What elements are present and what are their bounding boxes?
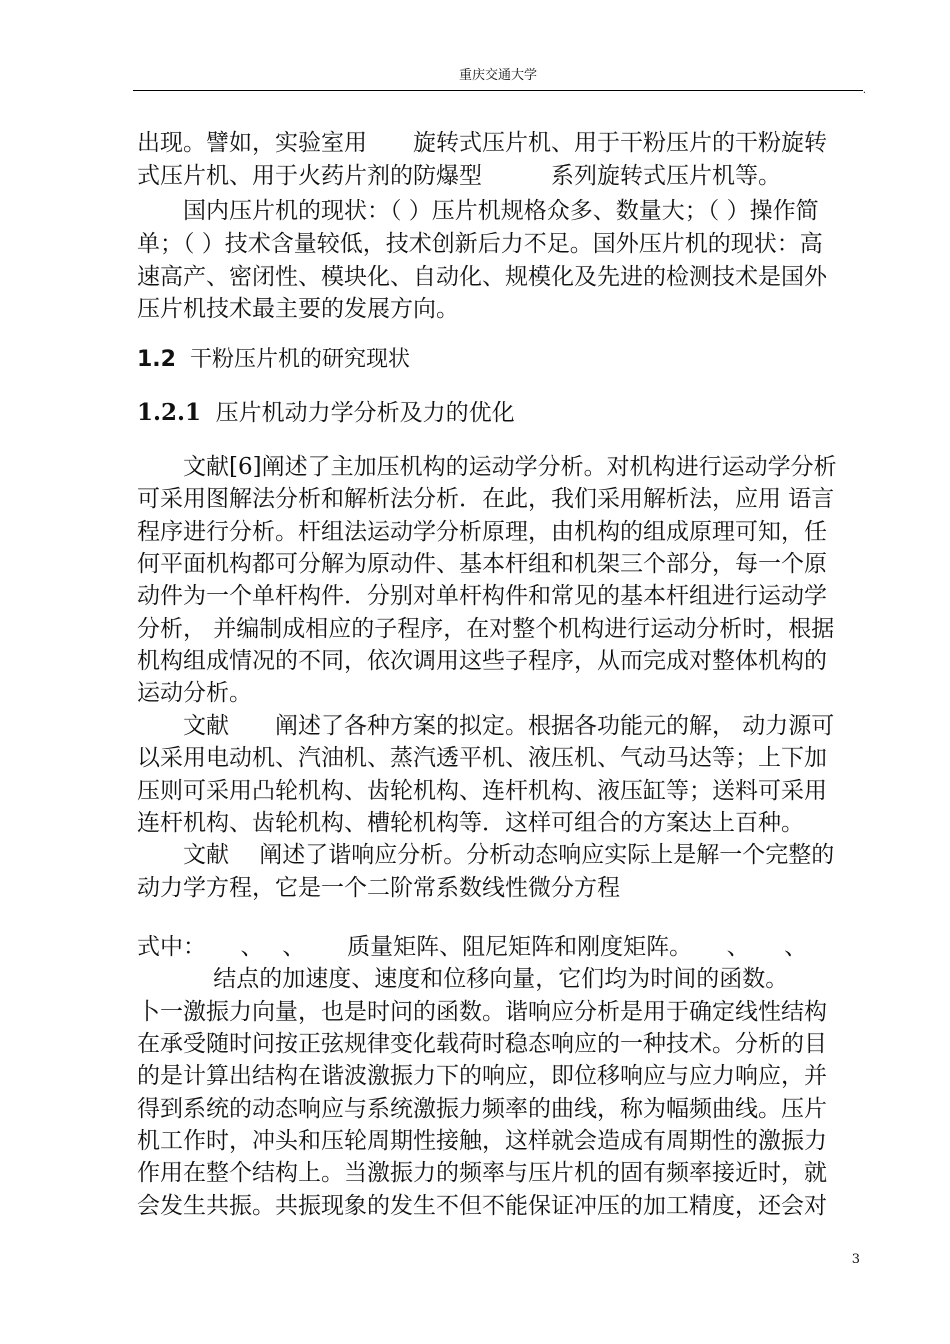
subsection-heading [137,398,515,428]
text-line: 压则可采用凸轮机构、齿轮机构、连杆机构、液压缸等；送料可采用 [137,778,827,804]
text-line: 运动分析。 [137,680,252,706]
text-line: 会发生共振。共振现象的发生不但不能保证冲压的加工精度，还会对 [137,1193,827,1219]
page-number: 3 [851,1252,860,1267]
section-heading [137,345,410,375]
text-line: 结点的加速度、速度和位移向量，它们均为时间的函数。 [137,966,789,992]
subsection-title: 压片机动力学分析及力的优化 [215,400,515,426]
text-line: 压片机技术最主要的发展方向。 [137,296,459,322]
text-line: 以采用电动机、汽油机、蒸汽透平机、液压机、气动马达等；上下加 [137,745,827,771]
text-line: 的是计算出结构在谐波激振力下的响应，即位移响应与应力响应，并 [137,1063,827,1089]
text-line: 机工作时，冲头和压轮周期性接触，这样就会造成有周期性的激振力 [137,1128,827,1154]
text-line: 程序进行分析。杆组法运动学分析原理，由机构的组成原理可知，任 [137,519,827,545]
subsection-number: 1.2.1 [137,399,202,426]
text-line: 式中： 、 、 质量矩阵、阻尼矩阵和刚度矩阵。 、 、 [137,934,808,960]
header-title: 重庆交通大学 [458,68,537,83]
text-line: 在承受随时问按正弦规律变化载荷时稳态响应的一种技术。分析的目 [137,1031,827,1057]
text-line: 文献[6]阐述了主加压机构的运动学分析。对机构进行运动学分析 [137,454,837,480]
text-line: 文献 阐述了各种方案的拟定。根据各功能元的解， 动力源可 [137,713,835,739]
text-line: 作用在整个结构上。当激振力的频率与压片机的固有频率接近时，就 [137,1160,827,1186]
text-line: 文献 阐述了谐响应分析。分析动态响应实际上是解一个完整的 [137,842,835,868]
text-line: 分析， 并编制成相应的子程序，在对整个机构进行运动分析时，根据 [137,616,835,642]
text-line: 可采用图解法分析和解析法分析．在此，我们采用解析法，应用 语言 [137,486,835,512]
text-line: 连杆机构、齿轮机构、槽轮机构等．这样可组合的方案达上百种。 [137,810,804,836]
section-number: 1.2 [137,347,176,372]
text-line: 得到系统的动态响应与系统激振力频率的曲线，称为幅频曲线。压片 [137,1096,827,1122]
text-line: 何平面机构都可分解为原动件、基本杆组和机架三个部分，每一个原 [137,551,827,577]
text-line: 机构组成情况的不同，依次调用这些子程序，从而完成对整体机构的 [137,648,827,674]
text-line: 单；（ ）技术含量较低，技术创新后力不足。国外压片机的现状：高 [137,231,823,257]
header-tick: . [862,85,866,96]
text-line: 动件为一个单杆构件．分别对单杆构件和常见的基本杆组进行运动学 [137,583,827,609]
text-line: 速高产、密闭性、模块化、自动化、规模化及先进的检测技术是国外 [137,264,827,290]
text-line: 式压片机、用于火药片剂的防爆型 系列旋转式压片机等。 [137,163,781,189]
text-line: 卜一激振力向量，也是时问的函数。谐响应分析是用于确定线性结构 [137,999,827,1025]
section-title: 干粉压片机的研究现状 [189,347,410,372]
text-line: 出现。譬如，实验室用 旋转式压片机、用于干粉压片的干粉旋转 [137,130,827,156]
text-line: 动力学方程，它是一个二阶常系数线性微分方程 [137,875,620,901]
page-header [133,64,866,96]
text-line: 国内压片机的现状：（ ）压片机规格众多、数量大；（ ）操作简 [137,198,819,224]
